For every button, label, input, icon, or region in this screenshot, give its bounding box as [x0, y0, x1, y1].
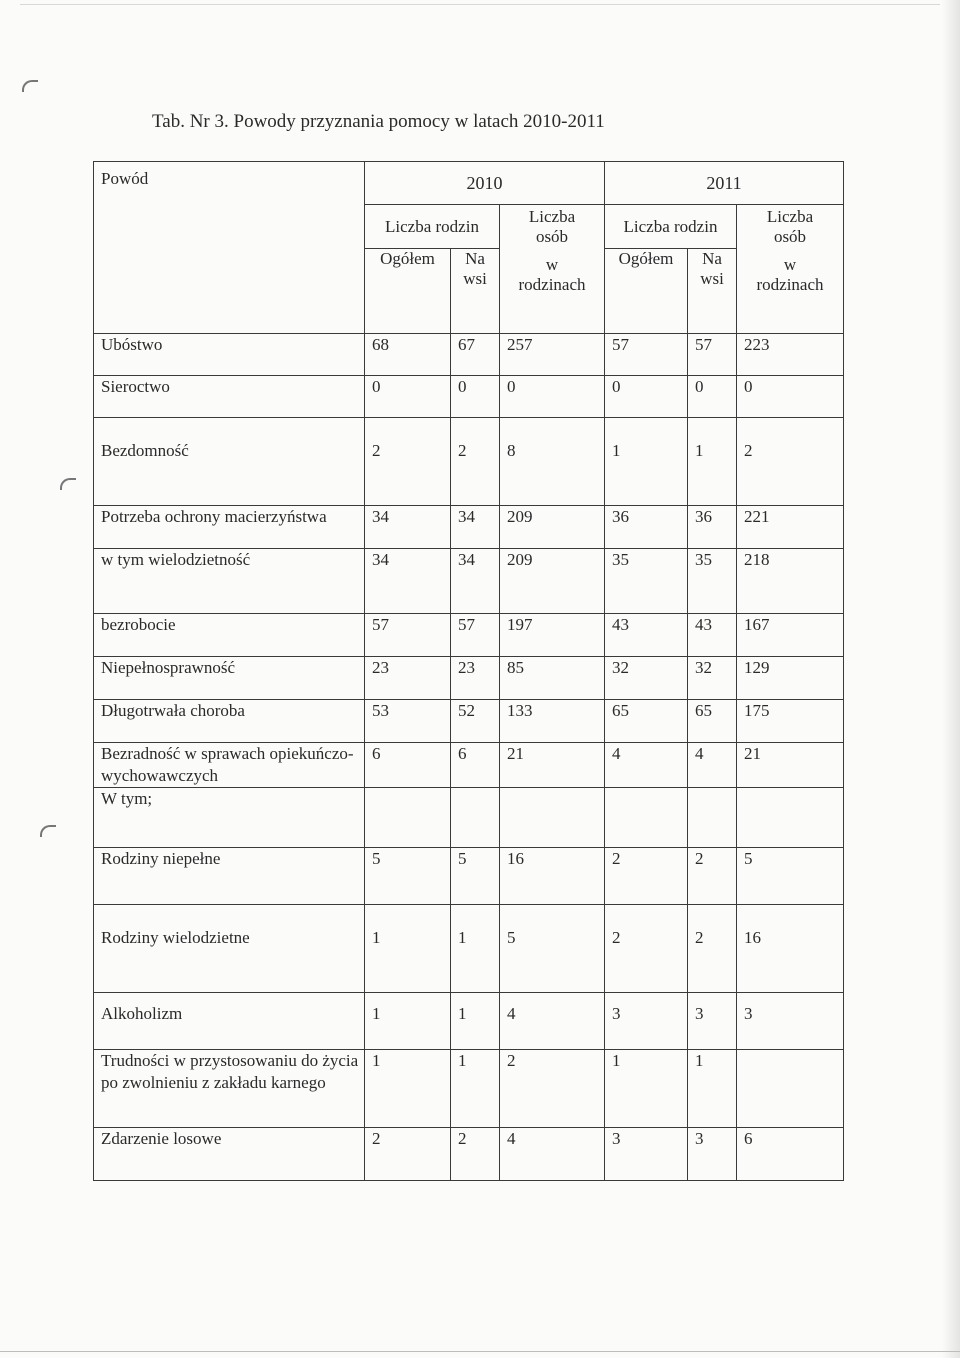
- value-cell: 67: [451, 334, 500, 376]
- reason-cell: Rodziny wielodzietne: [94, 905, 365, 993]
- value-cell: 209: [500, 506, 605, 549]
- value-cell: 1: [605, 1050, 688, 1128]
- reason-cell: bezrobocie: [94, 614, 365, 657]
- value-cell: 65: [688, 700, 737, 743]
- value-cell: 257: [500, 334, 605, 376]
- value-cell: 6: [365, 743, 451, 788]
- value-cell: 16: [737, 905, 844, 993]
- reason-cell: Sieroctwo: [94, 376, 365, 418]
- value-cell: 1: [451, 905, 500, 993]
- value-cell: 3: [605, 1128, 688, 1181]
- header-persons-line2: osób: [773, 227, 807, 246]
- value-cell: 16: [500, 848, 605, 905]
- value-cell: 2: [451, 418, 500, 506]
- header-families-2011: Liczba rodzin: [605, 205, 737, 249]
- value-cell: 1: [365, 1050, 451, 1128]
- table-row: [94, 905, 844, 993]
- value-cell: [451, 788, 500, 848]
- value-cell: 1: [605, 418, 688, 506]
- value-cell: 223: [737, 334, 844, 376]
- value-cell: 2: [605, 905, 688, 993]
- value-cell: 2: [451, 1128, 500, 1181]
- value-cell: 0: [500, 376, 605, 418]
- value-cell: 133: [500, 700, 605, 743]
- header-in-families-line2: rodzinach: [756, 275, 824, 294]
- value-cell: 218: [737, 549, 844, 614]
- table-title: Tab. Nr 3. Powody przyznania pomocy w latach 2010-2011: [152, 111, 605, 132]
- value-cell: 23: [451, 657, 500, 700]
- value-cell: 21: [500, 743, 605, 788]
- table-row: [94, 334, 844, 376]
- reason-cell: Bezdomność: [94, 418, 365, 506]
- value-cell: 2: [605, 848, 688, 905]
- value-cell: [605, 788, 688, 848]
- table-row: [94, 743, 844, 788]
- value-cell: 129: [737, 657, 844, 700]
- reason-cell: Trudności w przystosowaniu do życia po zwolnieniu z zakładu karnego: [94, 1050, 365, 1128]
- header-persons-line1: Liczba: [528, 207, 576, 226]
- table-row: [94, 848, 844, 905]
- value-cell: 1: [688, 1050, 737, 1128]
- header-families-2010: Liczba rodzin: [365, 205, 500, 249]
- scan-edge-right: [942, 0, 960, 1358]
- value-cell: 52: [451, 700, 500, 743]
- reason-cell: Potrzeba ochrony macierzyństwa: [94, 506, 365, 549]
- value-cell: [688, 788, 737, 848]
- header-rural-line2: wsi: [700, 269, 724, 288]
- value-cell: 5: [365, 848, 451, 905]
- value-cell: 68: [365, 334, 451, 376]
- header-rural-line2: wsi: [463, 269, 487, 288]
- value-cell: 35: [688, 549, 737, 614]
- value-cell: 36: [605, 506, 688, 549]
- value-cell: 2: [688, 905, 737, 993]
- header-persons-2010: [500, 205, 605, 334]
- table-row: [94, 788, 844, 848]
- reason-cell: Rodziny niepełne: [94, 848, 365, 905]
- value-cell: 0: [605, 376, 688, 418]
- reason-cell: Bezradność w sprawach opiekuńczo-wychowawczych: [94, 743, 365, 788]
- value-cell: 209: [500, 549, 605, 614]
- scan-mark-icon: [60, 478, 76, 490]
- value-cell: 3: [605, 993, 688, 1050]
- reason-cell: Długotrwała choroba: [94, 700, 365, 743]
- header-persons-2011: [737, 205, 844, 334]
- value-cell: 1: [365, 905, 451, 993]
- value-cell: 21: [737, 743, 844, 788]
- value-cell: 34: [451, 506, 500, 549]
- header-reason: Powód: [94, 162, 365, 334]
- header-total-2010: [365, 249, 451, 334]
- value-cell: 2: [688, 848, 737, 905]
- table-row: [94, 614, 844, 657]
- value-cell: 4: [688, 743, 737, 788]
- value-cell: 23: [365, 657, 451, 700]
- reason-cell: Niepełnosprawność: [94, 657, 365, 700]
- value-cell: [737, 1050, 844, 1128]
- value-cell: 5: [737, 848, 844, 905]
- table-row: [94, 1050, 844, 1128]
- reason-cell: W tym;: [94, 788, 365, 848]
- scan-edge-top: [20, 4, 940, 5]
- header-row-years: [94, 162, 844, 205]
- scan-mark-icon: [40, 825, 56, 837]
- value-cell: 2: [365, 418, 451, 506]
- reason-cell: Alkoholizm: [94, 993, 365, 1050]
- value-cell: 2: [365, 1128, 451, 1181]
- value-cell: 3: [688, 993, 737, 1050]
- value-cell: 85: [500, 657, 605, 700]
- value-cell: 2: [737, 418, 844, 506]
- header-in-families-line1: w: [783, 255, 797, 274]
- value-cell: 197: [500, 614, 605, 657]
- value-cell: 36: [688, 506, 737, 549]
- value-cell: 1: [688, 418, 737, 506]
- table-row: [94, 376, 844, 418]
- value-cell: 0: [365, 376, 451, 418]
- table-row: [94, 549, 844, 614]
- value-cell: 3: [737, 993, 844, 1050]
- value-cell: 57: [605, 334, 688, 376]
- table-row: [94, 700, 844, 743]
- table-row: [94, 993, 844, 1050]
- value-cell: 34: [365, 506, 451, 549]
- header-persons-line1: Liczba: [766, 207, 814, 226]
- value-cell: 6: [737, 1128, 844, 1181]
- value-cell: 2: [500, 1050, 605, 1128]
- value-cell: 167: [737, 614, 844, 657]
- value-cell: 4: [500, 993, 605, 1050]
- value-cell: 3: [688, 1128, 737, 1181]
- value-cell: 34: [365, 549, 451, 614]
- value-cell: 5: [451, 848, 500, 905]
- header-year-2010: 2010: [365, 162, 605, 205]
- table-row: [94, 1128, 844, 1181]
- value-cell: 32: [688, 657, 737, 700]
- reason-cell: Ubóstwo: [94, 334, 365, 376]
- value-cell: 4: [605, 743, 688, 788]
- value-cell: 35: [605, 549, 688, 614]
- aid-reasons-table: [93, 161, 844, 1181]
- header-rural-line1: Na: [465, 249, 485, 268]
- value-cell: 57: [365, 614, 451, 657]
- reason-cell: w tym wielodzietność: [94, 549, 365, 614]
- header-total-label: Ogółem: [380, 249, 435, 268]
- value-cell: 57: [688, 334, 737, 376]
- header-in-families-line1: w: [545, 255, 559, 274]
- value-cell: 57: [451, 614, 500, 657]
- value-cell: 1: [451, 1050, 500, 1128]
- value-cell: 8: [500, 418, 605, 506]
- value-cell: 43: [688, 614, 737, 657]
- value-cell: 0: [688, 376, 737, 418]
- value-cell: 65: [605, 700, 688, 743]
- value-cell: 221: [737, 506, 844, 549]
- header-rural-line1: Na: [702, 249, 722, 268]
- value-cell: 0: [737, 376, 844, 418]
- value-cell: 1: [365, 993, 451, 1050]
- header-total-label: Ogółem: [618, 249, 674, 268]
- value-cell: 6: [451, 743, 500, 788]
- value-cell: [737, 788, 844, 848]
- value-cell: 53: [365, 700, 451, 743]
- value-cell: 34: [451, 549, 500, 614]
- scan-edge-bottom: [0, 1351, 960, 1352]
- value-cell: 5: [500, 905, 605, 993]
- table-row: [94, 506, 844, 549]
- value-cell: [365, 788, 451, 848]
- value-cell: 4: [500, 1128, 605, 1181]
- value-cell: 175: [737, 700, 844, 743]
- header-rural-2010: [451, 249, 500, 334]
- header-total-2011: [605, 249, 688, 334]
- table-row: [94, 418, 844, 506]
- value-cell: [500, 788, 605, 848]
- reason-cell: Zdarzenie losowe: [94, 1128, 365, 1181]
- header-year-2011: 2011: [605, 162, 844, 205]
- table-row: [94, 657, 844, 700]
- value-cell: 43: [605, 614, 688, 657]
- scan-mark-icon: [22, 80, 38, 92]
- value-cell: 32: [605, 657, 688, 700]
- value-cell: 0: [451, 376, 500, 418]
- value-cell: 1: [451, 993, 500, 1050]
- header-persons-line2: osób: [535, 227, 569, 246]
- header-in-families-line2: rodzinach: [518, 275, 586, 294]
- header-rural-2011: [688, 249, 737, 334]
